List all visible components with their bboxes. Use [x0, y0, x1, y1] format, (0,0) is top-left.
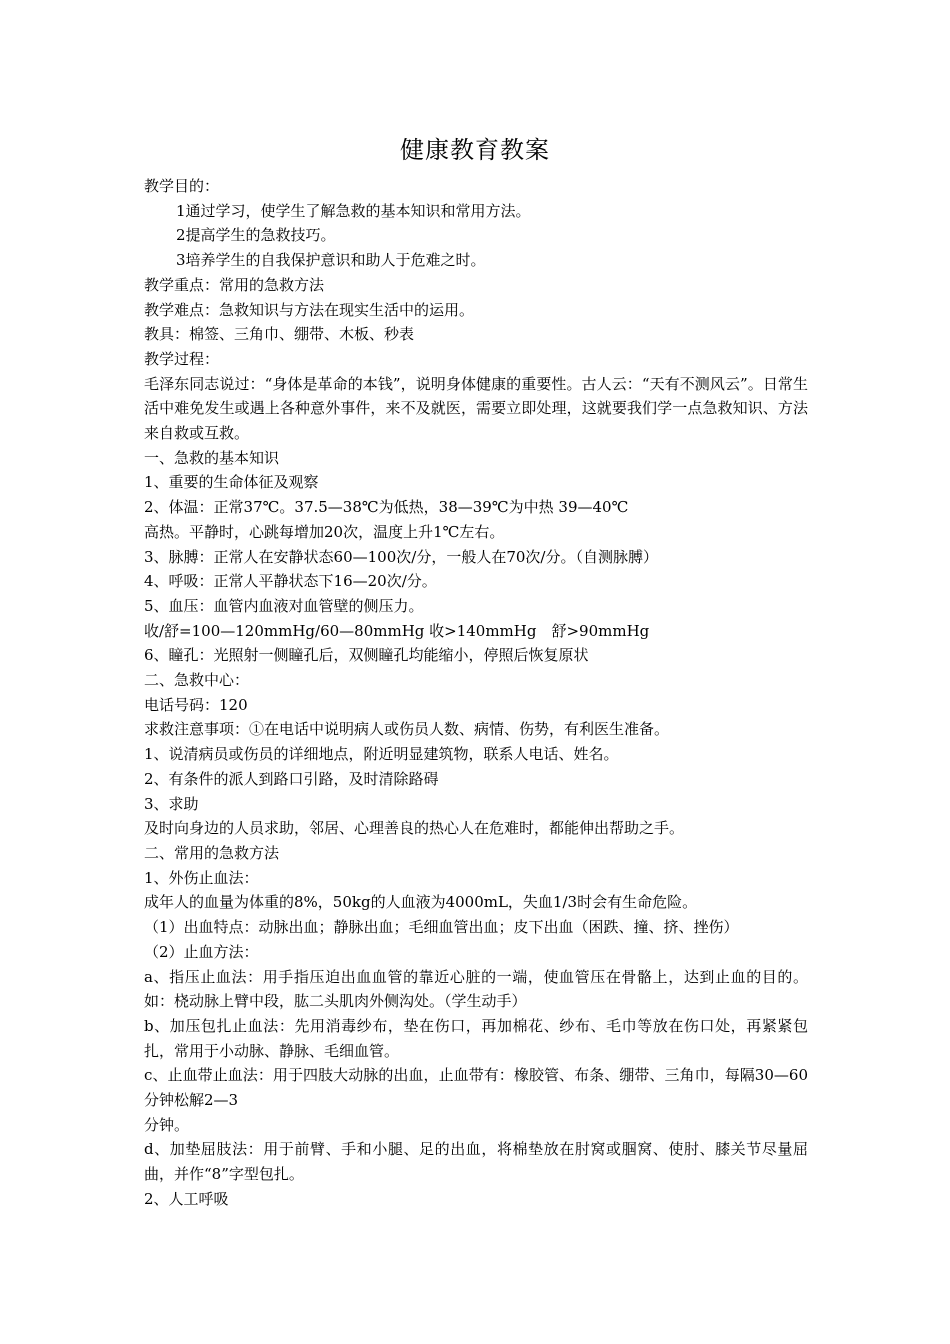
paragraph: 2、体温：正常37℃。37.5—38℃为低热，38—39℃为中热 39—40℃ [144, 498, 629, 517]
paragraph: 教具：棉签、三角巾、绷带、木板、秒表 [144, 325, 415, 344]
paragraph: 高热。平静时，心跳每增加20次，温度上升1℃左右。 [144, 522, 505, 541]
paragraph: 教学难点：急救知识与方法在现实生活中的运用。 [144, 300, 475, 319]
paragraph: 2、有条件的派人到路口引路，及时清除路碍 [144, 769, 439, 788]
paragraph: 2、人工呼吸 [144, 1189, 229, 1208]
paragraph: 1通过学习，使学生了解急救的基本知识和常用方法。 [176, 201, 531, 220]
paragraph: 一、急救的基本知识 [144, 448, 280, 467]
paragraph: 教学目的： [144, 177, 220, 195]
paragraph: a、指压止血法：用手指压迫出血血管的靠近心脏的一端，使血管压在骨骼上，达到止血的目的。如：桡动脉上臂中段，肱二头肌肉外侧沟处。（学生动手） [144, 967, 808, 1011]
paragraph: 教学重点：常用的急救方法 [144, 275, 325, 294]
paragraph: 成年人的血量为体重的8%，50kg的人血液为4000mL，失血1/3时会有生命危险。 [144, 893, 698, 912]
paragraph: 二、常用的急救方法 [144, 843, 280, 862]
paragraph: 3、求助 [144, 794, 199, 813]
paragraph: 分钟。 [144, 1115, 190, 1134]
paragraph: 1、说清病员或伤员的详细地点，附近明显建筑物，联系人电话、姓名。 [144, 745, 619, 764]
paragraph: 1、重要的生命体征及观察 [144, 473, 319, 492]
paragraph: 毛泽东同志说过：“身体是革命的本钱”，说明身体健康的重要性。古人云：“天有不测风云”。日常生活中难免发生或遇上各种意外事件，来不及就医，需要立即处理，这就要我们学一点急救知识、方法来自救或互救。 [144, 374, 808, 443]
paragraph: 电话号码：120 [144, 695, 248, 714]
paragraph: 教学过程： [144, 349, 220, 368]
paragraph: 1、外伤止血法： [144, 868, 259, 887]
paragraph: （2）止血方法： [144, 942, 259, 961]
paragraph: b、加压包扎止血法：先用消毒纱布，垫在伤口，再加棉花、纱布、毛巾等放在伤口处，再紧紧包扎，常用于小动脉、静脉、毛细血管。 [144, 1016, 808, 1060]
paragraph: 2提高学生的急救技巧。 [176, 226, 336, 245]
paragraph: 6、瞳孔：光照射一侧瞳孔后，双侧瞳孔均能缩小，停照后恢复原状 [144, 646, 589, 665]
paragraph: （1）出血特点：动脉出血；静脉出血；毛细血管出血；皮下出血（困跌、撞、挤、挫伤） [144, 918, 739, 937]
paragraph: 3培养学生的自我保护意识和助人于危难之时。 [176, 251, 486, 270]
paragraph: 收/舒=100—120mmHg/60—80mmHg 收>140mmHg 舒>90mmHg [144, 621, 650, 640]
paragraph: 及时向身边的人员求助，邻居、心理善良的热心人在危难时，都能伸出帮助之手。 [144, 819, 685, 838]
document-title: 健康教育教案 [400, 136, 550, 164]
paragraph: 求救注意事项：①在电话中说明病人或伤员人数、病情、伤势，有利医生准备。 [144, 720, 670, 739]
paragraph: c、止血带止血法：用于四肢大动脉的出血，止血带有：橡胶管、布条、绷带、三角巾，每隔30—60分钟松解2—3 [144, 1066, 808, 1110]
paragraph: 5、血压：血管内血液对血管壁的侧压力。 [144, 596, 424, 615]
paragraph: d、加垫屈肢法：用于前臂、手和小腿、足的出血，将棉垫放在肘窝或腘窝、使肘、膝关节尽量屈曲，并作“8”字型包扎。 [144, 1140, 808, 1184]
paragraph: 3、脉膊：正常人在安静状态60—100次/分，一般人在70次/分。（自测脉膊） [144, 547, 658, 566]
paragraph: 二、急救中心： [144, 671, 250, 690]
paragraph: 4、呼吸：正常人平静状态下16—20次/分。 [144, 572, 437, 591]
document-body [144, 174, 808, 1212]
